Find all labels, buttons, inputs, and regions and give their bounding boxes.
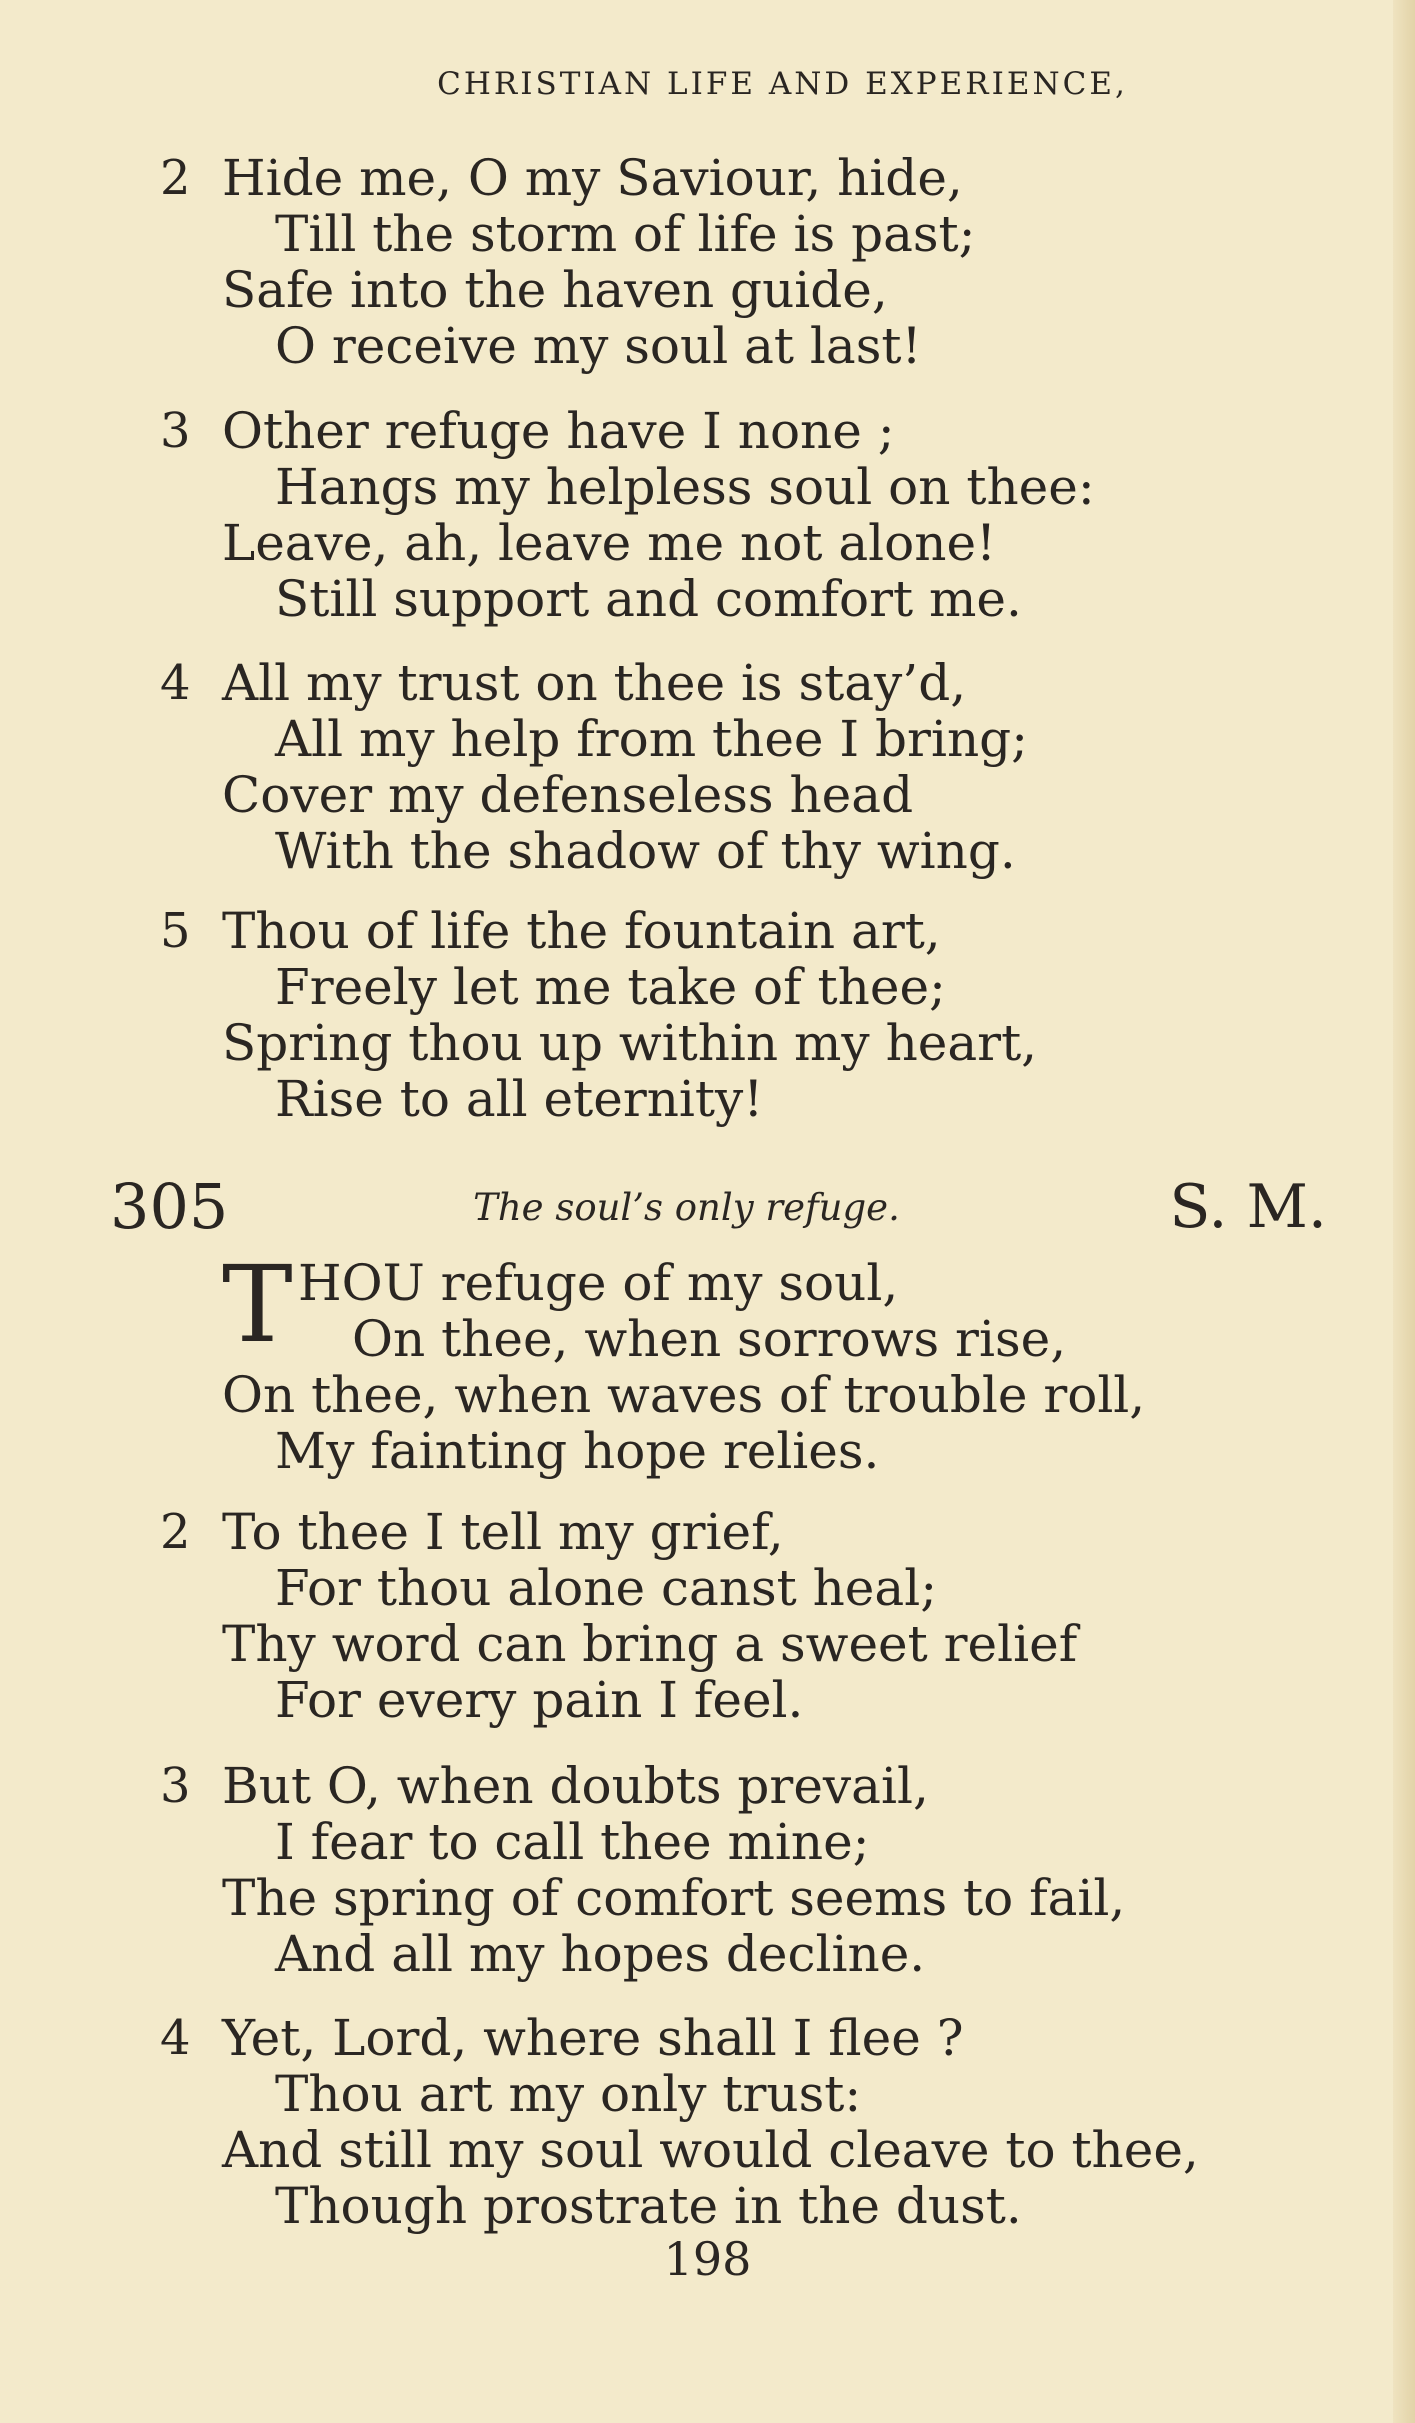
stanza-number: 3 (160, 1758, 191, 1814)
verse-line: Cover my defenseless head (222, 766, 914, 824)
verse-line: Hangs my helpless soul on thee: (275, 458, 1095, 516)
verse-line: My fainting hope relies. (275, 1422, 880, 1480)
verse-line: And all my hopes decline. (275, 1925, 926, 1983)
verse-line: The spring of comfort seems to fail, (222, 1869, 1126, 1927)
verse-line: Thy word can bring a sweet relief (222, 1615, 1078, 1673)
verse-line: Still support and comfort me. (275, 570, 1022, 628)
verse-line: Other refuge have I none ; (222, 402, 895, 460)
stanza-number: 3 (160, 403, 191, 459)
verse-line: Thou art my only trust: (275, 2065, 862, 2123)
stanza-number: 4 (160, 655, 191, 711)
page-number: 198 (663, 2232, 752, 2286)
verse-line: But O, when doubts prevail, (222, 1757, 929, 1815)
verse-line: Freely let me take of thee; (275, 958, 946, 1016)
verse-line: And still my soul would cleave to thee, (222, 2121, 1199, 2179)
verse-line: HOU refuge of my soul, (298, 1254, 899, 1312)
verse-line: Till the storm of life is past; (275, 205, 976, 263)
verse-line: Thou of life the fountain art, (222, 902, 941, 960)
verse-line: All my trust on thee is stay’d, (222, 654, 967, 712)
running-head-text: CHRISTIAN LIFE AND EXPERIENCE, (437, 66, 1128, 102)
verse-line: On thee, when waves of trouble roll, (222, 1366, 1146, 1424)
verse-line: For every pain I feel. (275, 1671, 804, 1729)
verse-line: Rise to all eternity! (275, 1070, 764, 1128)
verse-line: Though prostrate in the dust. (275, 2177, 1022, 2235)
hymn-number: 305 (110, 1170, 229, 1243)
verse-line: Spring thou up within my heart, (222, 1014, 1038, 1072)
verse-line: For thou alone canst heal; (275, 1559, 938, 1617)
stanza-number: 2 (160, 150, 191, 206)
hymn-meter: S. M. (1169, 1172, 1327, 1242)
verse-line: With the shadow of thy wing. (275, 822, 1016, 880)
verse-line: O receive my soul at last! (275, 317, 922, 375)
hymn-title-text: The soul’s only refuge. (473, 1186, 900, 1229)
verse-line: On thee, when sorrows rise, (352, 1310, 1067, 1368)
verse-line: I fear to call thee mine; (275, 1813, 870, 1871)
stanza-number: 4 (160, 2010, 191, 2066)
verse-line: Leave, ah, leave me not alone! (222, 514, 997, 572)
verse-line: To thee I tell my grief, (222, 1503, 784, 1561)
running-head (0, 66, 1415, 102)
drop-cap: T (222, 1243, 293, 1366)
stanza-number: 2 (160, 1504, 191, 1560)
verse-line: Safe into the haven guide, (222, 261, 888, 319)
stanza-number: 5 (160, 903, 191, 959)
verse-line: Yet, Lord, where shall I flee ? (222, 2009, 964, 2067)
verse-line: All my help from thee I bring; (275, 710, 1029, 768)
verse-line: Hide me, O my Saviour, hide, (222, 149, 963, 207)
